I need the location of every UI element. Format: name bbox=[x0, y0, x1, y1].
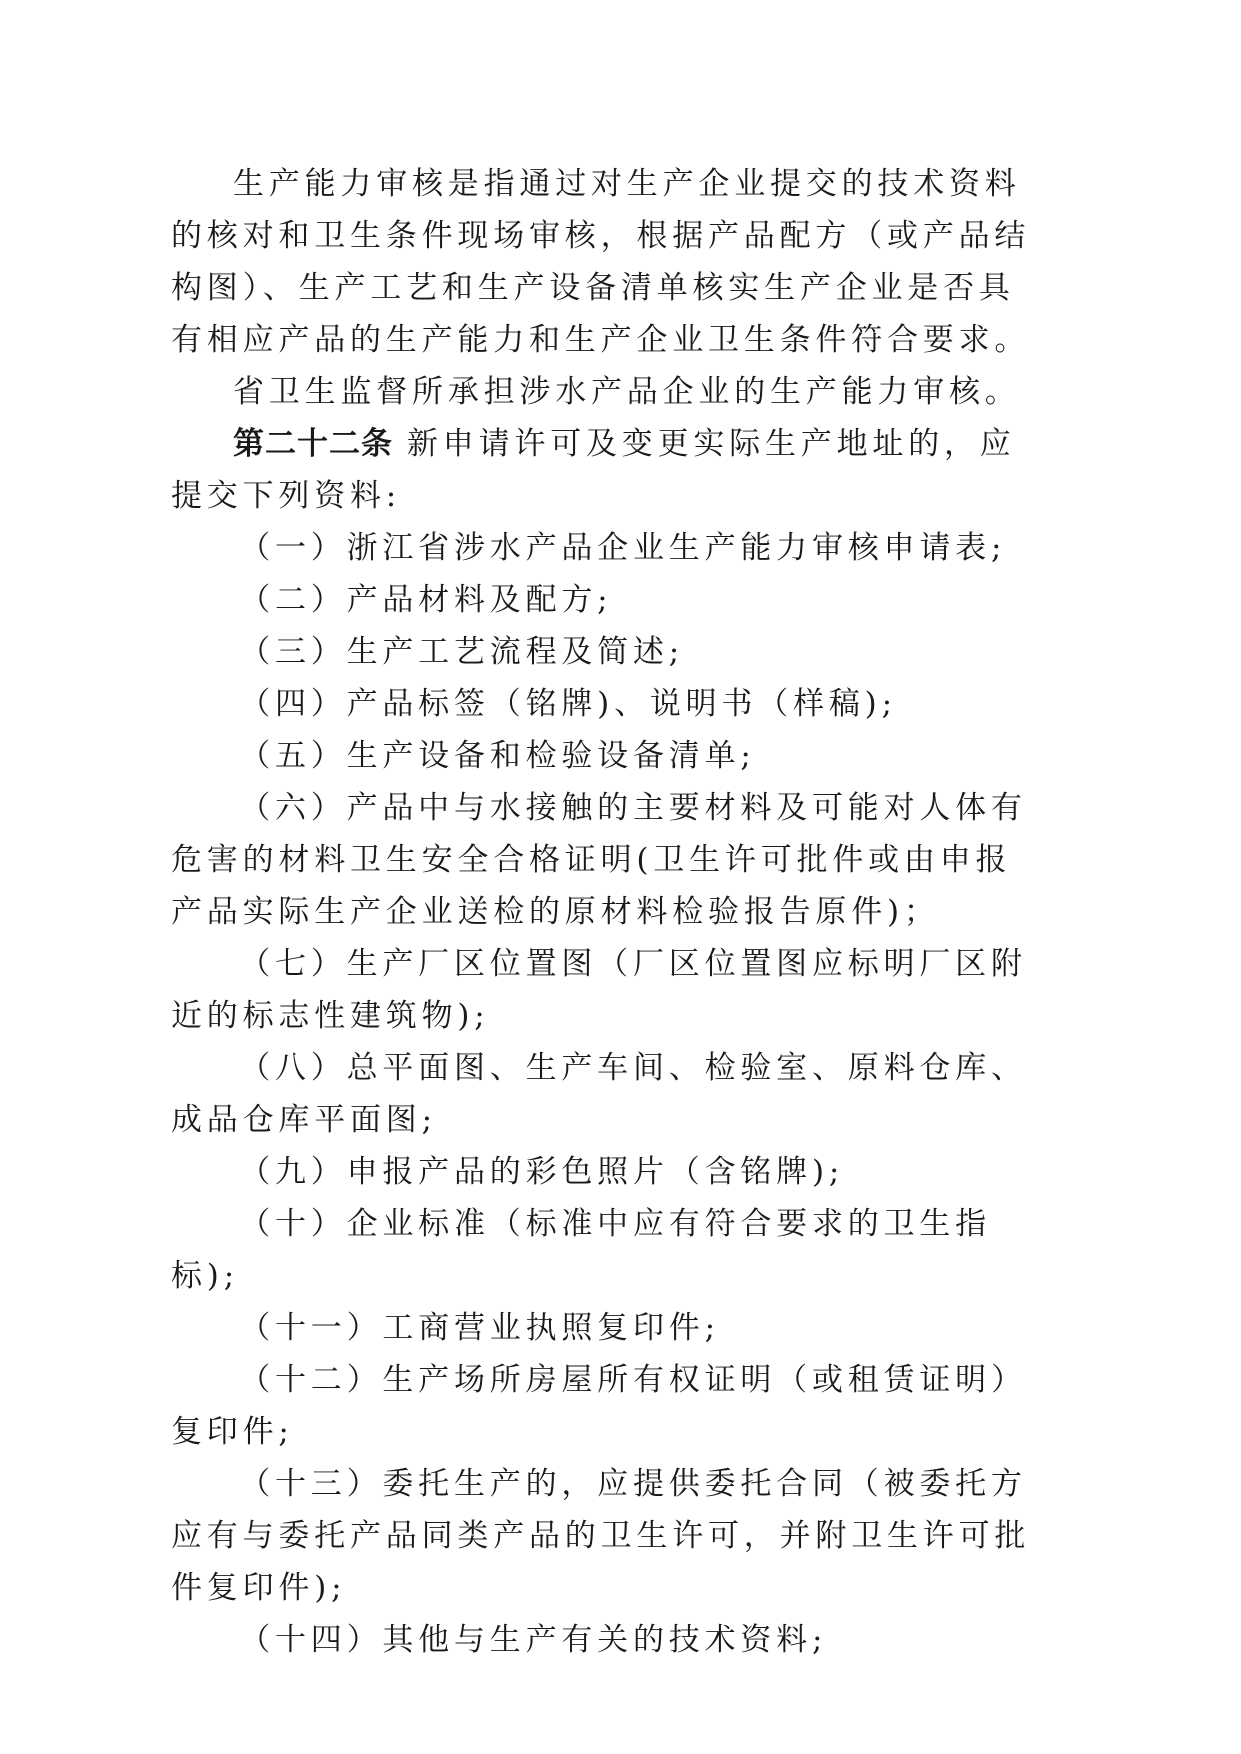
list-item: （十二）生产场所房屋所有权证明（或租赁证明）复印件; bbox=[171, 1362, 1027, 1450]
list-item: （六）产品中与水接触的主要材料及可能对人体有危害的材料卫生安全合格证明(卫生许可批件或由申报产品实际生产企业送检的原材料检验报告原件)； bbox=[171, 790, 1027, 930]
list-item: （一）浙江省涉水产品企业生产能力审核申请表; bbox=[239, 530, 1007, 566]
paragraph-production-capacity-definition: 生产能力审核是指通过对生产企业提交的技术资料的核对和卫生条件现场审核，根据产品配方（或产品结构图）、生产工艺和生产设备清单核实生产企业是否具有相应产品的生产能力和生产企业卫生条件符合要求。 bbox=[171, 166, 1031, 358]
paragraph-responsible-agency: 省卫生监督所承担涉水产品企业的生产能力审核。 bbox=[233, 374, 1021, 410]
list-item: （十四）其他与生产有关的技术资料; bbox=[239, 1622, 828, 1658]
list-item: （十三）委托生产的，应提供委托合同（被委托方应有与委托产品同类产品的卫生许可，并附卫生许可批件复印件); bbox=[171, 1466, 1031, 1606]
article-text: 新申请许可及变更实际生产地址的，应提交下列资料: bbox=[171, 426, 1016, 514]
list-item: （十）企业标准（标准中应有符合要求的卫生指标); bbox=[171, 1206, 991, 1294]
list-item: （三）生产工艺流程及简述; bbox=[239, 634, 685, 670]
document-body bbox=[171, 158, 1031, 1666]
list-item: （八）总平面图、生产车间、检验室、原料仓库、成品仓库平面图; bbox=[171, 1050, 1027, 1138]
list-item: （二）产品材料及配方; bbox=[239, 582, 613, 618]
article-number: 第二十二条 bbox=[233, 426, 393, 462]
list-item: （九）申报产品的彩色照片（含铭牌); bbox=[239, 1154, 845, 1190]
list-item: （四）产品标签（铭牌)、说明书（样稿); bbox=[239, 686, 897, 722]
article-22 bbox=[171, 418, 1031, 522]
list-item: （五）生产设备和检验设备清单; bbox=[239, 738, 756, 774]
list-item: （十一）工商营业执照复印件; bbox=[239, 1310, 720, 1346]
list-item: （七）生产厂区位置图（厂区位置图应标明厂区附近的标志性建筑物); bbox=[171, 946, 1027, 1034]
